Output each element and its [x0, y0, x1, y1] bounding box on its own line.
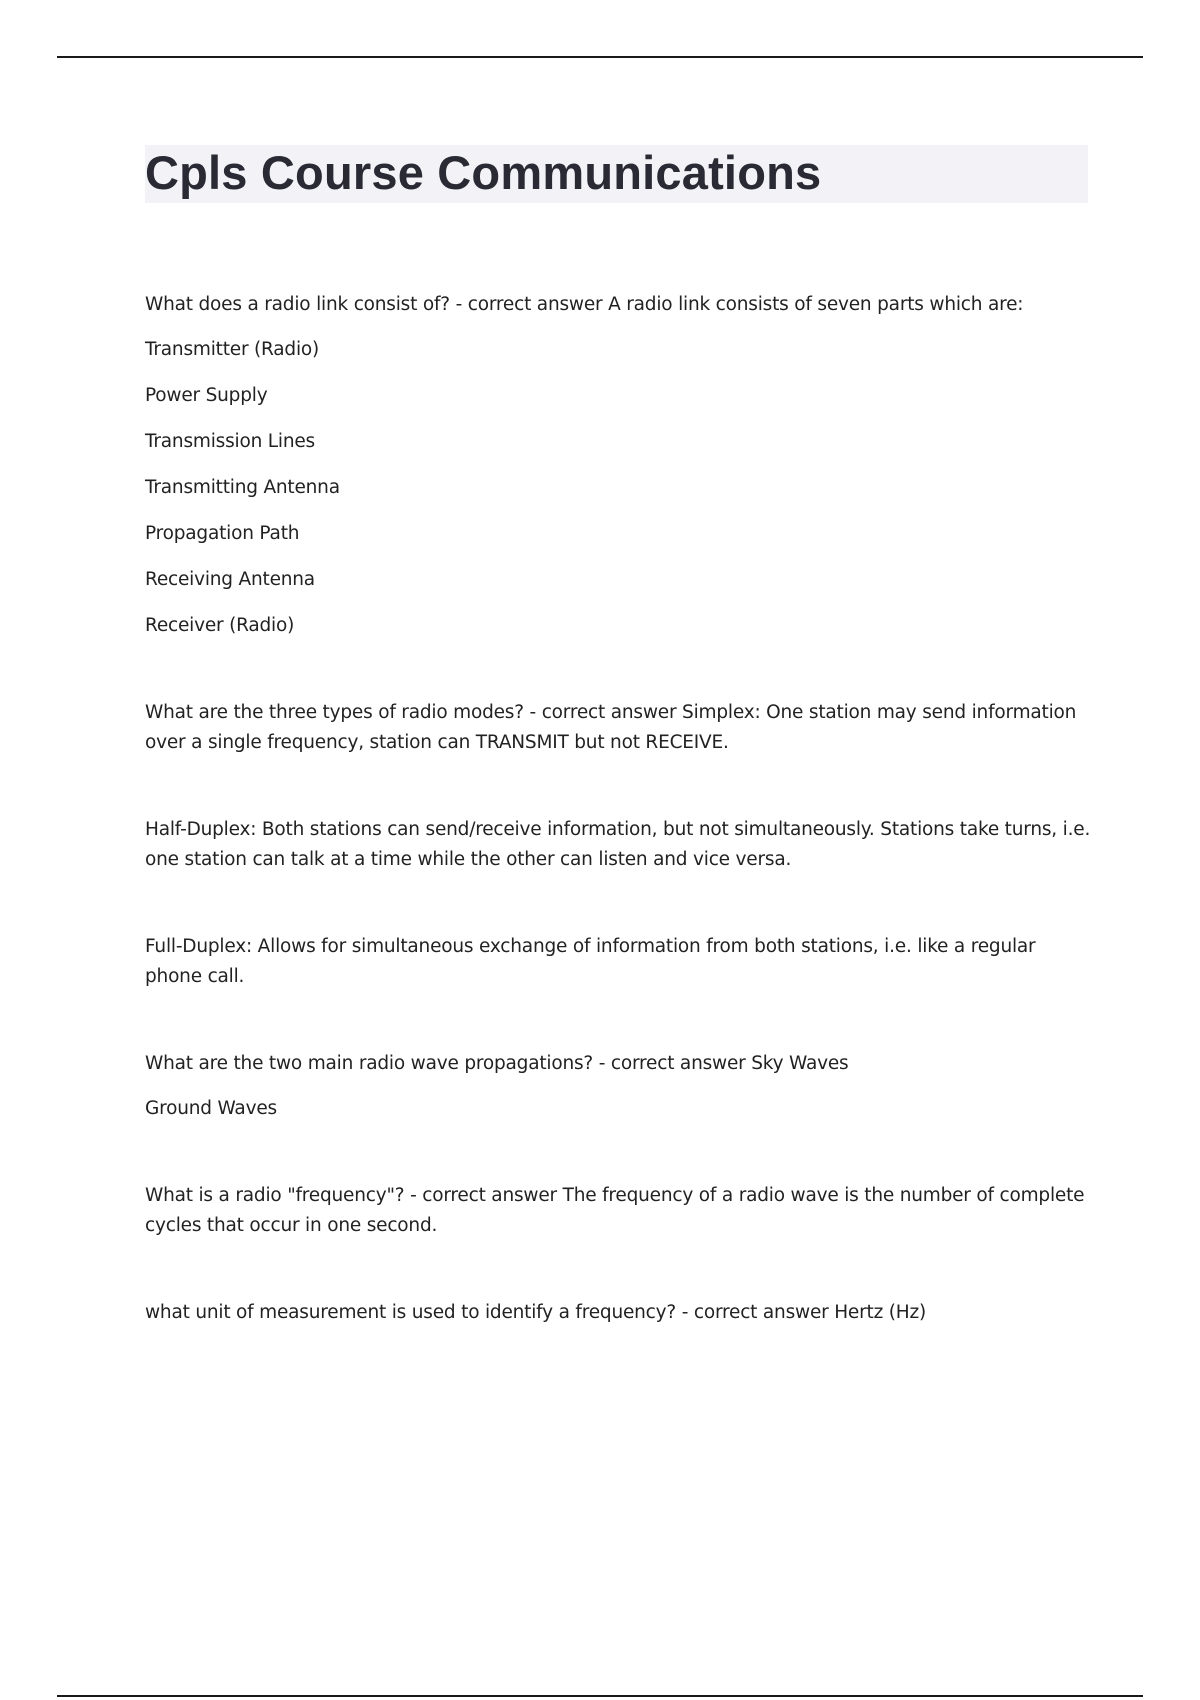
spacer — [145, 641, 1095, 698]
answer-half-duplex: Half-Duplex: Both stations can send/receive information, but not simultaneously. Stations take turns, i.e. one station can talk at a time while the other can listen and vice versa. — [145, 819, 1091, 870]
list-item: Transmission Lines — [145, 431, 315, 452]
question-radio-modes: What are the three types of radio modes? - correct answer Simplex: One station may send information over a single frequency, station can TRANSMIT but not RECEIVE. — [145, 702, 1077, 753]
spacer — [145, 875, 1095, 932]
question-propagation: What are the two main radio wave propagations? - correct answer Sky Waves — [145, 1053, 849, 1074]
answer-full-duplex: Full-Duplex: Allows for simultaneous exchange of information from both stations, i.e. like a regular phone call. — [145, 936, 1036, 987]
list-item: Receiver (Radio) — [145, 615, 295, 636]
list-item: Propagation Path — [145, 523, 300, 544]
question-unit-of-measurement: what unit of measurement is used to identify a frequency? - correct answer Hertz (Hz) — [145, 1302, 927, 1323]
spacer — [145, 992, 1095, 1049]
document-title: Cpls Course Communications — [145, 146, 822, 199]
list-item: Receiving Antenna — [145, 569, 315, 590]
list-item: Ground Waves — [145, 1098, 277, 1119]
list-item: Transmitter (Radio) — [145, 339, 320, 360]
document-body — [145, 290, 1095, 1328]
list-item: Transmitting Antenna — [145, 477, 340, 498]
bottom-rule — [57, 1695, 1143, 1697]
spacer — [145, 1124, 1095, 1181]
top-rule — [57, 56, 1143, 58]
question-frequency: What is a radio "frequency"? - correct answer The frequency of a radio wave is the number of complete cycles that occur in one second. — [145, 1185, 1085, 1236]
question-radio-link: What does a radio link consist of? - correct answer A radio link consists of seven parts which are: — [145, 294, 1024, 315]
spacer — [145, 1241, 1095, 1298]
spacer — [145, 758, 1095, 815]
list-item: Power Supply — [145, 385, 268, 406]
